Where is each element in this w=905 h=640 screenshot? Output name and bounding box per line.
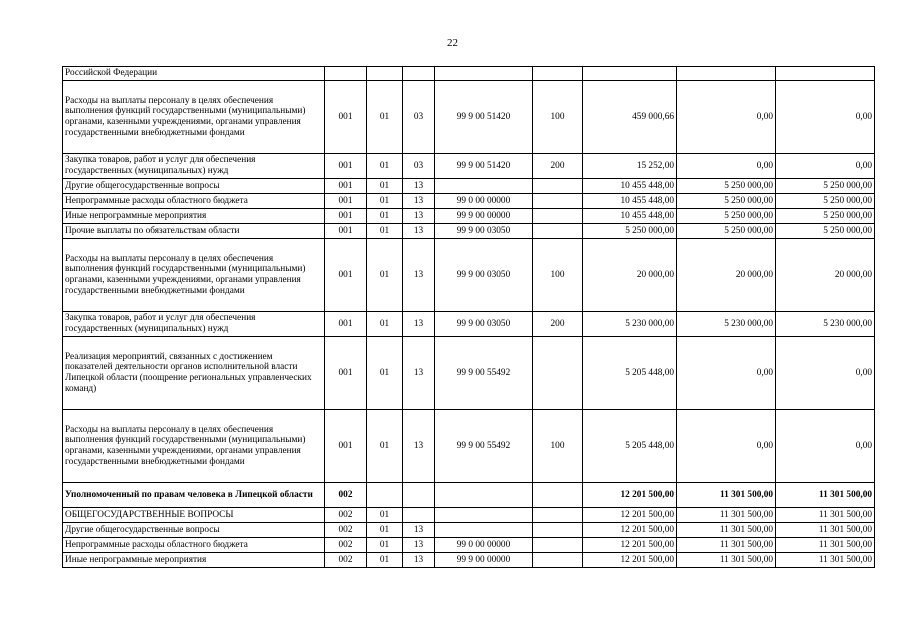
- cell-sum-year-3: 11 301 500,00: [776, 538, 875, 553]
- cell-expense-type: [533, 179, 583, 194]
- cell-section-code: [367, 483, 403, 508]
- cell-expense-type: [533, 67, 583, 81]
- cell-sum-year-2: 5 250 000,00: [677, 194, 776, 209]
- cell-sum-year-2: 5 250 000,00: [677, 224, 776, 239]
- cell-target-article: [435, 483, 533, 508]
- cell-name: Иные непрограммные мероприятия: [63, 209, 325, 224]
- cell-sum-year-1: 12 201 500,00: [583, 523, 677, 538]
- table-row: [63, 538, 875, 553]
- cell-subsection-code: 13: [403, 209, 435, 224]
- table-row: [63, 179, 875, 194]
- cell-name: Закупка товаров, работ и услуг для обеспечения государственных (муниципальных) нужд: [63, 312, 325, 337]
- cell-expense-type: [533, 337, 583, 410]
- cell-sum-year-3: 5 250 000,00: [776, 224, 875, 239]
- cell-sum-year-1: 10 455 448,00: [583, 209, 677, 224]
- cell-ved-code: 001: [325, 337, 367, 410]
- cell-ved-code: 001: [325, 179, 367, 194]
- cell-target-article: 99 0 00 00000: [435, 194, 533, 209]
- cell-target-article: 99 9 00 55492: [435, 410, 533, 483]
- cell-sum-year-3: 0,00: [776, 81, 875, 154]
- cell-sum-year-1: 12 201 500,00: [583, 538, 677, 553]
- table-body: [63, 67, 875, 568]
- cell-ved-code: [325, 67, 367, 81]
- cell-name: Уполномоченный по правам человека в Липецкой области: [63, 483, 325, 508]
- cell-section-code: 01: [367, 209, 403, 224]
- cell-ved-code: 001: [325, 410, 367, 483]
- cell-ved-code: 001: [325, 224, 367, 239]
- cell-name: Непрограммные расходы областного бюджета: [63, 194, 325, 209]
- cell-ved-code: 001: [325, 194, 367, 209]
- table-row: [63, 239, 875, 312]
- cell-section-code: 01: [367, 239, 403, 312]
- cell-sum-year-2: 11 301 500,00: [677, 523, 776, 538]
- cell-sum-year-1: 12 201 500,00: [583, 483, 677, 508]
- cell-sum-year-2: 11 301 500,00: [677, 483, 776, 508]
- cell-sum-year-1: 10 455 448,00: [583, 194, 677, 209]
- table-row: [63, 523, 875, 538]
- table-row: [63, 483, 875, 508]
- table-row: [63, 337, 875, 410]
- cell-target-article: [435, 523, 533, 538]
- cell-expense-type: [533, 483, 583, 508]
- cell-sum-year-2: 20 000,00: [677, 239, 776, 312]
- cell-section-code: 01: [367, 154, 403, 179]
- cell-sum-year-1: 15 252,00: [583, 154, 677, 179]
- cell-ved-code: 002: [325, 538, 367, 553]
- cell-sum-year-2: 0,00: [677, 337, 776, 410]
- table-row: [63, 410, 875, 483]
- cell-section-code: 01: [367, 508, 403, 523]
- cell-subsection-code: [403, 483, 435, 508]
- cell-ved-code: 001: [325, 209, 367, 224]
- cell-ved-code: 001: [325, 239, 367, 312]
- cell-section-code: 01: [367, 312, 403, 337]
- cell-sum-year-1: 20 000,00: [583, 239, 677, 312]
- cell-name: Расходы на выплаты персоналу в целях обеспечения выполнения функций государственными (муниципальными) органами, казенными учреждениями, органами управления государственными внебюджетными фондами: [63, 410, 325, 483]
- cell-expense-type: [533, 224, 583, 239]
- cell-subsection-code: [403, 508, 435, 523]
- cell-target-article: 99 9 00 00000: [435, 209, 533, 224]
- cell-sum-year-2: 5 250 000,00: [677, 179, 776, 194]
- table-row: [63, 553, 875, 568]
- budget-table: [62, 66, 875, 568]
- cell-sum-year-3: 0,00: [776, 410, 875, 483]
- cell-section-code: 01: [367, 337, 403, 410]
- cell-ved-code: 001: [325, 312, 367, 337]
- cell-expense-type: 200: [533, 154, 583, 179]
- cell-expense-type: 100: [533, 81, 583, 154]
- cell-expense-type: [533, 553, 583, 568]
- table-row: [63, 508, 875, 523]
- cell-sum-year-3: 5 250 000,00: [776, 209, 875, 224]
- cell-name: Прочие выплаты по обязательствам области: [63, 224, 325, 239]
- cell-sum-year-3: 11 301 500,00: [776, 483, 875, 508]
- cell-name: ОБЩЕГОСУДАРСТВЕННЫЕ ВОПРОСЫ: [63, 508, 325, 523]
- cell-name: Российской Федерации: [63, 67, 325, 81]
- cell-expense-type: 200: [533, 312, 583, 337]
- cell-target-article: 99 9 00 03050: [435, 224, 533, 239]
- cell-sum-year-2: 5 230 000,00: [677, 312, 776, 337]
- cell-section-code: 01: [367, 194, 403, 209]
- cell-section-code: 01: [367, 224, 403, 239]
- table-row: [63, 312, 875, 337]
- cell-name: Реализация мероприятий, связанных с достижением показателей деятельности органов исполнительной власти Липецкой области (поощрение региональных управленческих команд): [63, 337, 325, 410]
- cell-section-code: 01: [367, 81, 403, 154]
- cell-section-code: 01: [367, 410, 403, 483]
- cell-subsection-code: 13: [403, 410, 435, 483]
- cell-sum-year-1: 5 250 000,00: [583, 224, 677, 239]
- cell-sum-year-3: 5 230 000,00: [776, 312, 875, 337]
- table-row: [63, 67, 875, 81]
- cell-ved-code: 002: [325, 523, 367, 538]
- cell-sum-year-2: 0,00: [677, 410, 776, 483]
- cell-subsection-code: 03: [403, 154, 435, 179]
- cell-subsection-code: 13: [403, 553, 435, 568]
- cell-sum-year-3: 20 000,00: [776, 239, 875, 312]
- cell-expense-type: [533, 194, 583, 209]
- cell-target-article: 99 9 00 51420: [435, 154, 533, 179]
- cell-section-code: 01: [367, 538, 403, 553]
- cell-ved-code: 002: [325, 483, 367, 508]
- cell-target-article: 99 0 00 00000: [435, 538, 533, 553]
- cell-sum-year-2: 5 250 000,00: [677, 209, 776, 224]
- cell-section-code: 01: [367, 523, 403, 538]
- table-row: [63, 194, 875, 209]
- cell-ved-code: 001: [325, 81, 367, 154]
- cell-sum-year-3: 5 250 000,00: [776, 179, 875, 194]
- cell-sum-year-1: 5 205 448,00: [583, 410, 677, 483]
- cell-name: Расходы на выплаты персоналу в целях обеспечения выполнения функций государственными (муниципальными) органами, казенными учреждениями, органами управления государственными внебюджетными фондами: [63, 239, 325, 312]
- cell-name: Непрограммные расходы областного бюджета: [63, 538, 325, 553]
- cell-subsection-code: 13: [403, 337, 435, 410]
- cell-sum-year-2: 0,00: [677, 154, 776, 179]
- cell-subsection-code: 13: [403, 538, 435, 553]
- cell-sum-year-3: 11 301 500,00: [776, 523, 875, 538]
- cell-sum-year-1: 5 230 000,00: [583, 312, 677, 337]
- cell-subsection-code: 13: [403, 239, 435, 312]
- cell-subsection-code: [403, 67, 435, 81]
- cell-target-article: 99 9 00 51420: [435, 81, 533, 154]
- cell-sum-year-2: 11 301 500,00: [677, 508, 776, 523]
- cell-subsection-code: 13: [403, 194, 435, 209]
- cell-subsection-code: 03: [403, 81, 435, 154]
- cell-name: Расходы на выплаты персоналу в целях обеспечения выполнения функций государственными (муниципальными) органами, казенными учреждениями, органами управления государственными внебюджетными фондами: [63, 81, 325, 154]
- cell-expense-type: 100: [533, 239, 583, 312]
- cell-sum-year-1: [583, 67, 677, 81]
- cell-name: Другие общегосударственные вопросы: [63, 179, 325, 194]
- cell-subsection-code: 13: [403, 312, 435, 337]
- cell-name: Иные непрограммные мероприятия: [63, 553, 325, 568]
- cell-section-code: [367, 67, 403, 81]
- cell-sum-year-1: 12 201 500,00: [583, 553, 677, 568]
- cell-name: Закупка товаров, работ и услуг для обеспечения государственных (муниципальных) нужд: [63, 154, 325, 179]
- cell-target-article: [435, 508, 533, 523]
- cell-name: Другие общегосударственные вопросы: [63, 523, 325, 538]
- cell-target-article: 99 9 00 00000: [435, 553, 533, 568]
- cell-subsection-code: 13: [403, 523, 435, 538]
- cell-section-code: 01: [367, 553, 403, 568]
- cell-target-article: 99 9 00 03050: [435, 239, 533, 312]
- cell-expense-type: [533, 508, 583, 523]
- cell-sum-year-3: [776, 67, 875, 81]
- cell-sum-year-2: [677, 67, 776, 81]
- cell-expense-type: [533, 523, 583, 538]
- table-row: [63, 209, 875, 224]
- cell-sum-year-3: 5 250 000,00: [776, 194, 875, 209]
- cell-section-code: 01: [367, 179, 403, 194]
- cell-sum-year-3: 11 301 500,00: [776, 508, 875, 523]
- cell-expense-type: [533, 538, 583, 553]
- cell-ved-code: 001: [325, 154, 367, 179]
- cell-sum-year-3: 0,00: [776, 337, 875, 410]
- cell-sum-year-2: 11 301 500,00: [677, 538, 776, 553]
- table-row: [63, 154, 875, 179]
- cell-sum-year-1: 5 205 448,00: [583, 337, 677, 410]
- cell-sum-year-3: 0,00: [776, 154, 875, 179]
- cell-sum-year-1: 459 000,66: [583, 81, 677, 154]
- page-number: 22: [447, 37, 458, 49]
- cell-target-article: [435, 67, 533, 81]
- table-row: [63, 224, 875, 239]
- cell-ved-code: 002: [325, 508, 367, 523]
- cell-subsection-code: 13: [403, 224, 435, 239]
- cell-subsection-code: 13: [403, 179, 435, 194]
- cell-sum-year-1: 10 455 448,00: [583, 179, 677, 194]
- cell-target-article: 99 9 00 55492: [435, 337, 533, 410]
- cell-target-article: 99 9 00 03050: [435, 312, 533, 337]
- cell-sum-year-2: 0,00: [677, 81, 776, 154]
- cell-ved-code: 002: [325, 553, 367, 568]
- cell-expense-type: [533, 209, 583, 224]
- cell-expense-type: 100: [533, 410, 583, 483]
- cell-sum-year-2: 11 301 500,00: [677, 553, 776, 568]
- cell-target-article: [435, 179, 533, 194]
- cell-sum-year-3: 11 301 500,00: [776, 553, 875, 568]
- table-row: [63, 81, 875, 154]
- cell-sum-year-1: 12 201 500,00: [583, 508, 677, 523]
